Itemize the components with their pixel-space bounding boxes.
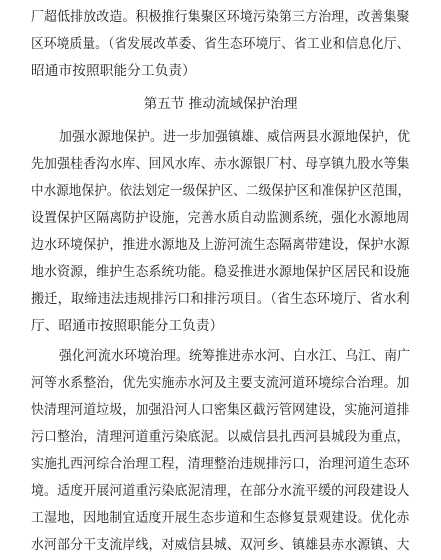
text-line: 河等水系整治，优先实施赤水河及主要支流河道环境综合治理。加: [31, 375, 410, 391]
text-line: 实施扎西河综合治理工程，清理整治违规排污口，治理河道生态环: [31, 456, 410, 472]
text-line: 快清理河道垃圾，加强沿河人口密集区截污管网建设，实施河道排: [31, 402, 410, 418]
paragraph-first-line: 强化河流水环境治理。统筹推进赤水河、白水江、乌江、南广: [59, 348, 411, 364]
text-line: 中水源地保护。依法划定一级保护区、二级保护区和准保护区范围，: [31, 183, 411, 199]
text-line: 昭通市按照职能分工负责）: [31, 63, 196, 79]
text-line: 地水资源，维护生态系统功能。稳妥推进水源地保护区居民和设施: [31, 264, 410, 280]
text-line: 搬迁，取缔违法违规排污口和排污项目。（省生态环境厅、省水利: [31, 291, 410, 307]
text-line: 先加强桂香沟水库、回风水库、赤水源银厂村、母享镇九股水等集: [31, 156, 410, 172]
text-line: 边水环境保护，推进水源地及上游河流生态隔离带建设，保护水源: [31, 237, 410, 253]
text-line: 污口整治，清理河道重污染底泥。以威信县扎西河县城段为重点，: [31, 429, 410, 445]
paragraph-first-line: 加强水源地保护。进一步加强镇雄、威信两县水源地保护，优: [59, 129, 411, 145]
text-line: 工湿地，因地制宜适度开展生态步道和生态修复景观建设。优化赤: [31, 510, 410, 526]
text-line: 区环境质量。（省发展改革委、省生态环境厅、省工业和信息化厅、: [31, 36, 410, 52]
text-line: 境。适度开展河道重污染底泥清理，在部分水流平缓的河段建设人: [31, 483, 410, 499]
text-line: 水河部分干支流岸线，对威信县城、双河乡、镇雄县赤水源镇、大: [31, 537, 410, 553]
text-line: 设置保护区隔离防护设施，完善水质自动监测系统，强化水源地周: [31, 210, 410, 226]
section-heading: 第五节 推动流域保护治理: [143, 96, 298, 112]
text-line: 厅、昭通市按照职能分工负责）: [31, 318, 224, 334]
text-line: 厂超低排放改造。积极推行集聚区环境污染第三方治理，改善集聚: [31, 9, 410, 25]
